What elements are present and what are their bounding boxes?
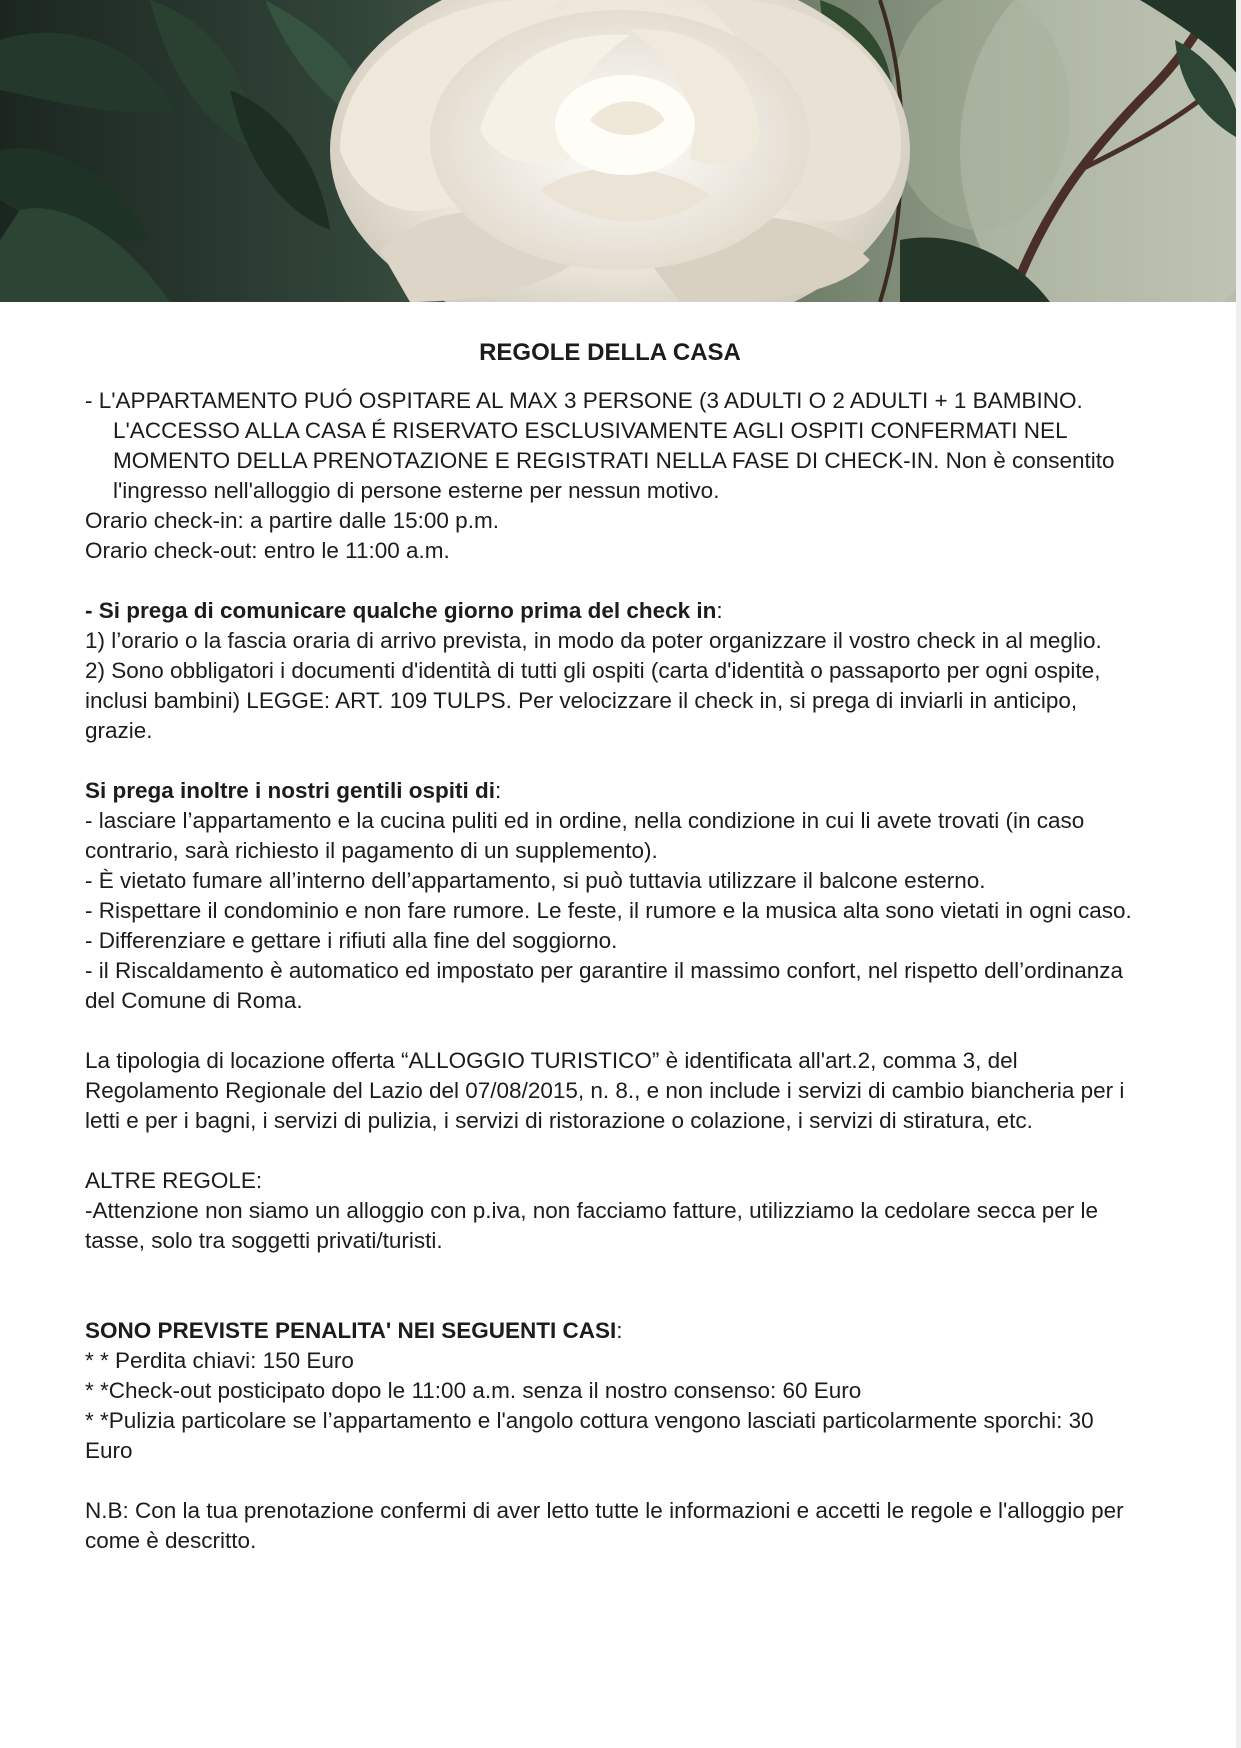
guest-rule-smoking: - È vietato fumare all’interno dell’appartamento, si può tuttavia utilizzare il balcone esterno. (85, 868, 986, 893)
communicate-heading (85, 596, 1135, 626)
booking-note: N.B: Con la tua prenotazione confermi di aver letto tutte le informazioni e accetti le regole e l'alloggio per come è descritto. (85, 1498, 1124, 1553)
penalty-late-checkout: * *Check-out posticipato dopo le 11:00 a.m. senza il nostro consenso: 60 Euro (85, 1378, 862, 1403)
page-title: REGOLE DELLA CASA (479, 339, 741, 366)
checkout-time: Orario check-out: entro le 11:00 a.m. (85, 538, 450, 563)
guest-rule-waste: - Differenziare e gettare i rifiuti alla fine del soggiorno. (85, 928, 618, 953)
occupancy-rule: - L'APPARTAMENTO PUÓ OSPITARE AL MAX 3 PERSONE (3 ADULTI O 2 ADULTI + 1 BAMBINO. L'ACCESSO ALLA CASA É RISERVATO ESCLUSIVAMENTE AGLI OSPITI CONFERMATI NEL MOMENTO DELLA PRENOTAZIONE E REGISTRATI NELLA FASE DI CHECK-IN. Non è consentito l'ingresso nell'alloggio di persone esterne per nessun motivo. (85, 388, 1115, 503)
camellia-flower-illustration (0, 0, 1241, 302)
penalty-lost-keys: * * Perdita chiavi: 150 Euro (85, 1348, 354, 1373)
penalties-heading-bold: SONO PREVISTE PENALITA' NEI SEGUENTI CASI (85, 1318, 617, 1343)
other-rules-heading: ALTRE REGOLE: (85, 1168, 263, 1193)
page-edge (1236, 0, 1241, 1748)
rental-type-notice: La tipologia di locazione offerta “ALLOGGIO TURISTICO” è identificata all'art.2, comma 3, del Regolamento Regionale del Lazio del 07/08/2015, n. 8., e non include i servizi di cambio biancheria per i letti e per i bagni, i servizi di pulizia, i servizi di ristorazione o colazione, i servizi di stiratura, etc. (85, 1048, 1125, 1133)
communicate-heading-bold: - Si prega di comunicare qualche giorno prima del check in (85, 598, 717, 623)
penalty-extra-cleaning: * *Pulizia particolare se l’appartamento e l'angolo cottura vengono lasciati particolarmente sporchi: 30 Euro (85, 1408, 1094, 1463)
guest-rule-clean: - lasciare l’appartamento e la cucina puliti ed in ordine, nella condizione in cui li avete trovati (in caso contrario, sarà richiesto il pagamento di un supplemento). (85, 808, 1085, 863)
house-rules-document (85, 338, 1135, 1556)
guests-heading-colon: : (495, 778, 502, 803)
header-flower-photo (0, 0, 1241, 302)
penalties-heading (85, 1316, 1135, 1346)
penalties-heading-colon: : (616, 1318, 623, 1343)
guest-rule-heating: - il Riscaldamento è automatico ed impostato per garantire il massimo confort, nel rispetto dell’ordinanza del Comune di Roma. (85, 958, 1123, 1013)
communicate-heading-colon: : (716, 598, 723, 623)
communicate-item-1: 1) l’orario o la fascia oraria di arrivo prevista, in modo da poter organizzare il vostro check in al meglio. (85, 628, 1102, 653)
checkin-time: Orario check-in: a partire dalle 15:00 p.m. (85, 508, 499, 533)
other-rules-text: -Attenzione non siamo un alloggio con p.iva, non facciamo fatture, utilizziamo la cedolare secca per le tasse, solo tra soggetti privati/turisti. (85, 1198, 1099, 1253)
guests-heading-bold: Si prega inoltre i nostri gentili ospiti di (85, 778, 496, 803)
guests-heading (85, 776, 1135, 806)
guest-rule-noise: - Rispettare il condominio e non fare rumore. Le feste, il rumore e la musica alta sono vietati in ogni caso. (85, 898, 1132, 923)
communicate-item-2: 2) Sono obbligatori i documenti d'identità di tutti gli ospiti (carta d'identità o passaporto per ogni ospite, inclusi bambini) LEGGE: ART. 109 TULPS. Per velocizzare il check in, si prega di inviarli in anticipo, grazie. (85, 658, 1101, 743)
